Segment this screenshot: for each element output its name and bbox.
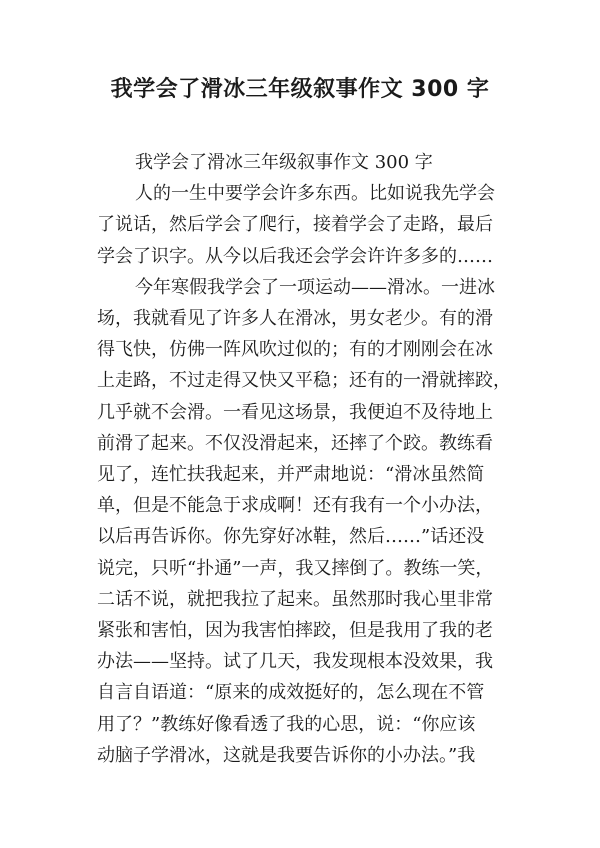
text-line: 动脑子学滑冰，这就是我要告诉你的小办法。”我 bbox=[97, 744, 476, 766]
text-line: 学会了识字。从今以后我还会学会许许多多的…… bbox=[97, 245, 493, 267]
text-line: 紧张和害怕，因为我害怕摔跤，但是我用了我的老 bbox=[97, 620, 493, 642]
text-line: 办法——坚持。试了几天，我发现根本没效果，我 bbox=[97, 651, 493, 673]
text-line: 了说话，然后学会了爬行，接着学会了走路，最后 bbox=[97, 214, 493, 236]
text-line: 前滑了起来。不仅没滑起来，还摔了个跤。教练看 bbox=[97, 432, 493, 454]
text-line: 说完，只听“扑通”一声，我又摔倒了。教练一笑， bbox=[97, 557, 494, 579]
article-body bbox=[97, 147, 513, 771]
document-title: 我学会了滑冰三年级叙事作文 300 字 bbox=[110, 77, 490, 102]
text-line: 几乎就不会滑。一看见这场景，我便迫不及待地上 bbox=[97, 401, 493, 423]
text-line: 用了？”教练好像看透了我的心思，说：“你应该 bbox=[97, 713, 476, 735]
text-line: 二话不说，就把我拉了起来。虽然那时我心里非常 bbox=[97, 588, 493, 610]
text-line: 见了，连忙扶我起来，并严肃地说：“滑冰虽然简 bbox=[97, 464, 485, 486]
text-line: 场，我就看见了许多人在滑冰，男女老少。有的滑 bbox=[97, 308, 493, 330]
text-line: 以后再告诉你。你先穿好冰鞋，然后……”话还没 bbox=[97, 526, 485, 548]
text-line: 上走路，不过走得又快又平稳；还有的一滑就摔跤， bbox=[97, 370, 511, 392]
text-line: 单，但是不能急于求成啊！还有我有一个小办法， bbox=[97, 495, 493, 517]
article-subtitle: 我学会了滑冰三年级叙事作文 300 字 bbox=[135, 152, 433, 173]
text-line: 人的一生中要学会许多东西。比如说我先学会 bbox=[135, 183, 495, 205]
text-line: 今年寒假我学会了一项运动——滑冰。一进冰 bbox=[135, 276, 495, 298]
text-line: 自言自语道：“原来的成效挺好的，怎么现在不管 bbox=[97, 682, 485, 704]
text-line: 得飞快，仿佛一阵风吹过似的；有的才刚刚会在冰 bbox=[97, 339, 493, 361]
